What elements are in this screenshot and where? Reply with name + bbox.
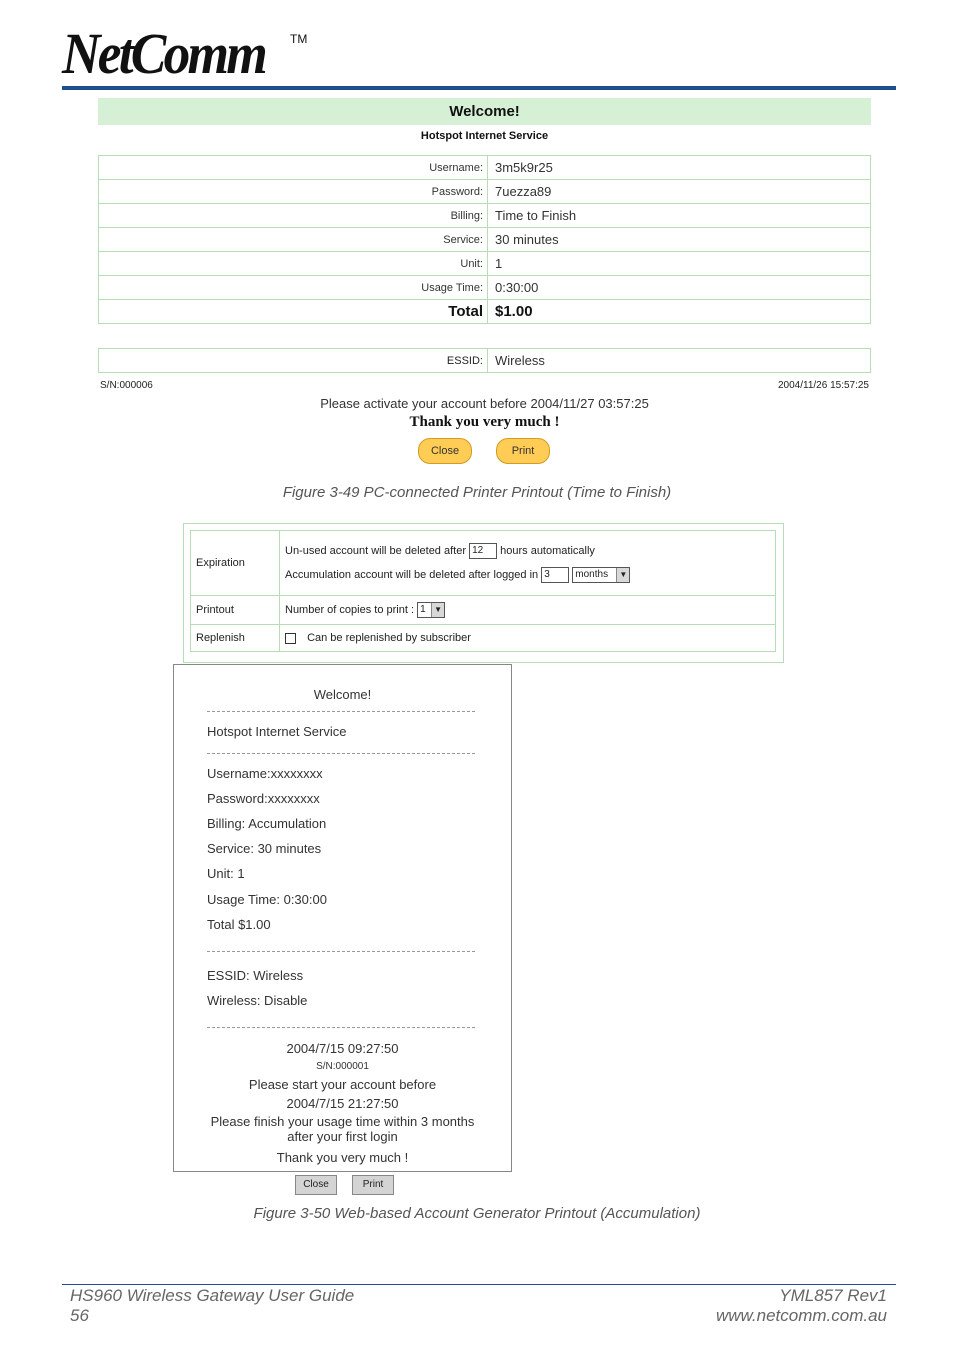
replenish-checkbox[interactable] [285,633,296,644]
figure-caption-3-50: Figure 3-50 Web-based Account Generator Printout (Accumulation) [253,1205,701,1222]
footer-website[interactable]: www.netcomm.com.au [716,1306,887,1325]
password-label: Password: [99,180,488,204]
footer-guide-title: HS960 Wireless Gateway User Guide [70,1286,355,1305]
replenish-row [191,625,776,652]
receipt-finish-notice: Please finish your usage time within 3 months [210,1114,475,1129]
logo-trademark: TM [290,32,308,46]
copies-select[interactable] [417,602,445,618]
receipt-wireless: Wireless: Disable [207,993,308,1008]
receipt-close-button[interactable]: Close [295,1175,337,1195]
replenish-text: Can be replenished by subscriber [307,632,471,644]
thank-you-text: Thank you very much ! [409,414,560,430]
billing-value: Time to Finish [488,204,871,228]
receipt-service: Hotspot Internet Service [207,724,347,739]
table-row [99,156,871,180]
essid-label: ESSID: [99,349,488,373]
netcomm-logo [62,21,312,86]
receipt-start-notice: Please start your account before [248,1077,437,1092]
printout-row [191,596,776,625]
receipt-thanks: Thank you very much ! [276,1150,409,1165]
dashed-divider [207,753,475,754]
table-row [99,252,871,276]
replenish-label: Replenish [191,625,280,652]
billing-label: Billing: [99,204,488,228]
table-row [99,180,871,204]
print-datetime: 2004/11/26 15:57:25 [777,380,869,391]
total-value: $1.00 [488,300,871,324]
unused-text-after: hours automatically [500,544,595,557]
essid-table [98,348,871,373]
receipt-usage-time: Usage Time: 0:30:00 [207,892,327,907]
receipt-total: Total $1.00 [207,917,271,932]
unit-label: Unit: [99,252,488,276]
username-label: Username: [99,156,488,180]
receipt-finish-notice-2: after your first login [287,1129,398,1144]
chevron-down-icon: ▼ [616,568,629,582]
expiration-label: Expiration [191,531,280,596]
footer-page-number: 56 [70,1306,89,1325]
total-label: Total [99,300,488,324]
footer-rule [62,1284,896,1285]
account-info-table [98,155,871,324]
accumulation-value-input[interactable]: 3 [541,567,569,583]
service-title: Hotspot Internet Service [420,130,549,142]
dashed-divider [207,1027,475,1028]
expiration-row [191,531,776,596]
dashed-divider [207,951,475,952]
logo-text: NetComm [62,21,266,86]
figure-caption-3-49: Figure 3-49 PC-connected Printer Printout (Time to Finish) [282,484,672,501]
accumulation-unit-value: months [575,569,609,580]
essid-value: Wireless [488,349,871,373]
dashed-divider [207,711,475,712]
service-value: 30 minutes [488,228,871,252]
receipt-username: Username:xxxxxxxx [207,766,323,781]
replenish-settings [280,625,776,652]
unused-hours-input[interactable]: 12 [469,543,497,559]
username-value: 3m5k9r25 [488,156,871,180]
welcome-heading: Welcome! [98,98,871,125]
close-button[interactable]: Close [418,438,472,464]
printout-settings [280,596,776,625]
receipt-service-time: Service: 30 minutes [207,841,322,856]
receipt-essid: ESSID: Wireless [207,968,304,983]
receipt-password: Password:xxxxxxxx [207,791,320,806]
table-row [99,349,871,373]
account-settings-panel [183,523,784,663]
password-value: 7uezza89 [488,180,871,204]
print-button[interactable]: Print [496,438,550,464]
table-row [99,204,871,228]
receipt-date: 2004/7/15 09:27:50 [286,1041,399,1056]
receipt-printout [173,664,512,1172]
activate-notice: Please activate your account before 2004/11/27 03:57:25 [320,396,649,411]
header-rule [62,86,896,90]
usage-time-value: 0:30:00 [488,276,871,300]
receipt-welcome: Welcome! [313,687,372,702]
expiration-settings [280,531,776,596]
unit-value: 1 [488,252,871,276]
accumulation-unit-select[interactable] [572,567,630,583]
table-row [99,276,871,300]
receipt-start-date: 2004/7/15 21:27:50 [286,1096,399,1111]
serial-number: S/N:000006 [100,380,153,391]
chevron-down-icon: ▼ [431,603,444,617]
total-row [99,300,871,324]
copies-value: 1 [420,604,426,615]
service-label: Service: [99,228,488,252]
settings-table [190,530,776,652]
unused-text-before: Un-used account will be deleted after [285,544,466,557]
footer-revision: YML857 Rev1 [779,1286,887,1305]
table-row [99,228,871,252]
printer-printout-figure [98,98,871,468]
usage-time-label: Usage Time: [99,276,488,300]
accumulation-text: Accumulation account will be deleted after logged in [285,568,539,581]
printout-label: Printout [191,596,280,625]
receipt-billing: Billing: Accumulation [207,816,327,831]
copies-text: Number of copies to print : [285,603,415,616]
receipt-print-button[interactable]: Print [352,1175,394,1195]
receipt-unit: Unit: 1 [207,866,245,881]
receipt-serial: S/N:000001 [316,1061,369,1072]
